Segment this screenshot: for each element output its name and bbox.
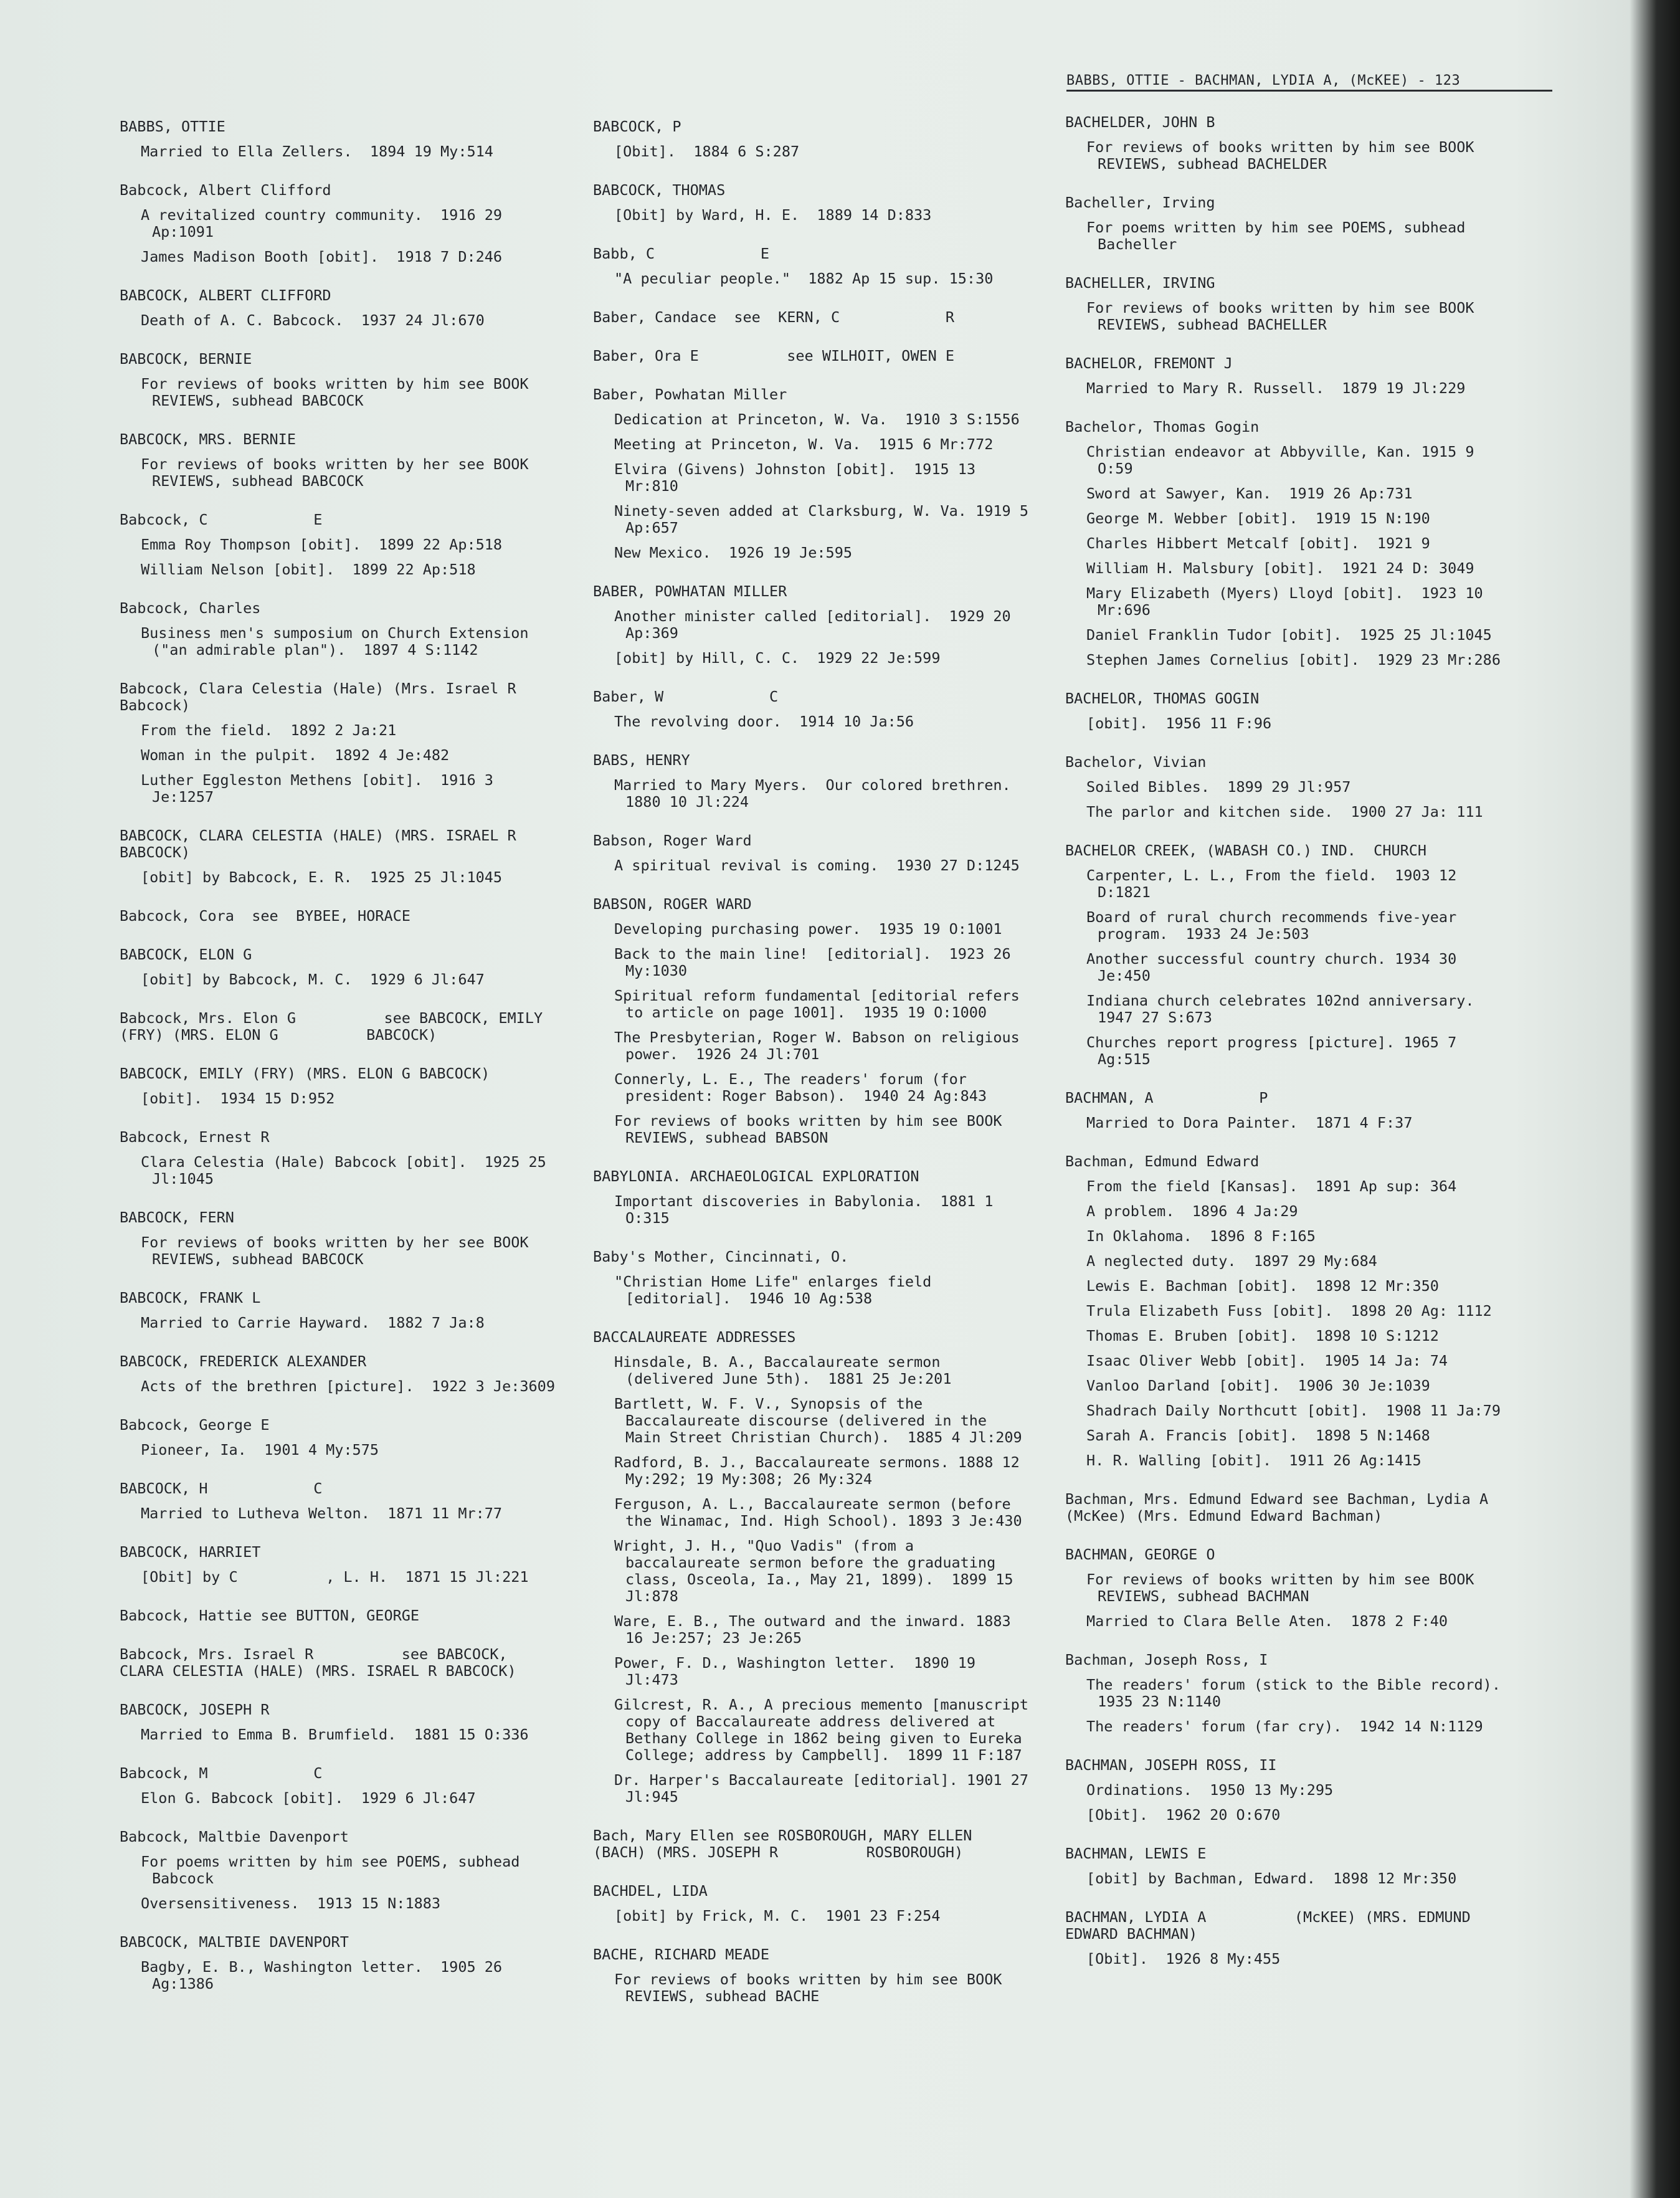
entry-citation: Indiana church celebrates 102nd anniversary. 1947 27 S:673 — [1086, 992, 1492, 1026]
entry-citation: Woman in the pulpit. 1892 4 Je:482 — [141, 746, 450, 764]
entry-heading: BABBS, OTTIE — [120, 118, 225, 135]
entry-citation: [Obit]. 1884 6 S:287 — [614, 143, 800, 160]
entry-heading: BACHELOR, FREMONT J — [1065, 354, 1233, 372]
entry-citation: Death of A. C. Babcock. 1937 24 Jl:670 — [141, 312, 485, 329]
entry-heading: Baber, Candace see KERN, C R — [593, 308, 955, 326]
entry-heading: Babson, Roger Ward — [593, 832, 752, 849]
entry-citation: Ferguson, A. L., Baccalaureate sermon (before the Winamac, Ind. High School). 1893 3 Je:430 — [614, 1495, 1022, 1530]
index-entry — [120, 351, 556, 409]
entry-citation: [obit] by Babcock, M. C. 1929 6 Jl:647 — [141, 971, 485, 988]
entry-citation: For poems written by him see POEMS, subhead Bacheller — [1086, 219, 1474, 253]
entry-citation: Thomas E. Bruben [obit]. 1898 10 S:1212 — [1086, 1327, 1439, 1344]
entry-heading: Babcock, C E — [120, 511, 323, 528]
index-entry — [120, 1934, 556, 1992]
index-entry — [120, 1010, 556, 1044]
entry-citation: For reviews of books written by him see BOOK REVIEWS, subhead BABCOCK — [141, 375, 538, 409]
entry-citation: Dedication at Princeton, W. Va. 1910 3 S:1556 — [614, 411, 1020, 428]
entry-heading: BABSON, ROGER WARD — [593, 895, 752, 913]
entry-heading: Bacheller, Irving — [1065, 194, 1215, 211]
entry-heading: Bachman, Joseph Ross, I — [1065, 1651, 1268, 1668]
entry-citation: Bagby, E. B., Washington letter. 1905 26 Ag:1386 — [141, 1958, 511, 1992]
entry-citation: Important discoveries in Babylonia. 1881 1 O:315 — [614, 1192, 1002, 1227]
entry-citation: Acts of the brethren [picture]. 1922 3 Je:3609 — [141, 1377, 555, 1395]
index-entry — [593, 118, 1029, 160]
entry-citation: Married to Carrie Hayward. 1882 7 Ja:8 — [141, 1314, 485, 1331]
entry-heading: BABCOCK, FREDERICK ALEXANDER — [120, 1353, 367, 1370]
entry-citation: [obit] by Frick, M. C. 1901 23 F:254 — [614, 1907, 941, 1924]
entry-heading: Babcock, Mrs. Elon G see BABCOCK, EMILY (FRY) (MRS. ELON G BABCOCK) — [120, 1009, 552, 1044]
index-entry — [120, 908, 556, 925]
entry-heading: BABCOCK, EMILY (FRY) (MRS. ELON G BABCOCK) — [120, 1065, 490, 1082]
index-entry — [120, 827, 605, 886]
index-entry — [593, 1249, 1029, 1307]
entry-citation: Married to Mary Myers. Our colored brethren. 1880 10 Jl:224 — [614, 776, 1028, 811]
entry-citation: From the field. 1892 2 Ja:21 — [141, 721, 397, 739]
index-entry — [120, 1417, 556, 1458]
entry-heading: Babcock, Albert Clifford — [120, 181, 331, 199]
entry-citation: Hinsdale, B. A., Baccalaureate sermon (delivered June 5th). 1881 25 Je:201 — [614, 1353, 952, 1387]
entry-heading: Babcock, Maltbie Davenport — [120, 1828, 349, 1845]
entry-citation: Developing purchasing power. 1935 19 O:1001 — [614, 920, 1002, 938]
index-entry — [593, 309, 1029, 326]
entry-citation: For reviews of books written by him see BOOK REVIEWS, subhead BABSON — [614, 1112, 1011, 1146]
index-entry — [120, 1209, 556, 1268]
index-entry — [120, 1480, 556, 1522]
entry-citation: For reviews of books written by him see BOOK REVIEWS, subhead BACHE — [614, 1971, 1011, 2005]
entry-citation: [obit]. 1956 11 F:96 — [1086, 715, 1272, 732]
index-entry — [593, 348, 1029, 364]
index-entry — [1065, 690, 1501, 732]
entry-heading: BABS, HENRY — [593, 751, 690, 769]
entry-citation: Ninety-seven added at Clarksburg, W. Va. 1919 5 Ap:657 — [614, 502, 1038, 536]
entry-citation: William Nelson [obit]. 1899 22 Ap:518 — [141, 561, 476, 578]
entry-citation: Emma Roy Thompson [obit]. 1899 22 Ap:518 — [141, 536, 503, 553]
index-entry — [1065, 114, 1501, 173]
entry-citation: For poems written by him see POEMS, subhead Babcock — [141, 1853, 529, 1887]
entry-citation: For reviews of books written by him see BOOK REVIEWS, subhead BACHELLER — [1086, 299, 1483, 333]
entry-citation: Shadrach Daily Northcutt [obit]. 1908 11 Ja:79 — [1086, 1402, 1501, 1419]
index-entry — [593, 1827, 1029, 1861]
entry-citation: Sword at Sawyer, Kan. 1919 26 Ap:731 — [1086, 485, 1413, 502]
index-entry — [120, 511, 556, 578]
entry-citation: The parlor and kitchen side. 1900 27 Ja: 111 — [1086, 803, 1483, 821]
index-entry — [1065, 1546, 1501, 1630]
entry-citation: [obit]. 1934 15 D:952 — [141, 1090, 335, 1107]
entry-citation: Bartlett, W. F. V., Synopsis of the Baccalaureate discourse (delivered in the Main Street Christian Church). 1885 4 Jl:209 — [614, 1395, 1022, 1446]
index-entry — [593, 1168, 1029, 1227]
entry-citation: [Obit]. 1962 20 O:670 — [1086, 1806, 1281, 1824]
entry-heading: Babcock, Hattie see BUTTON, GEORGE — [120, 1607, 420, 1624]
index-entry — [120, 287, 556, 329]
entry-citation: A spiritual revival is coming. 1930 27 D:1245 — [614, 857, 1020, 874]
index-entry — [1065, 355, 1501, 397]
index-entry — [593, 752, 1029, 811]
entry-citation: Soiled Bibles. 1899 29 Jl:957 — [1086, 778, 1351, 796]
entry-citation: Vanloo Darland [obit]. 1906 30 Je:1039 — [1086, 1377, 1430, 1394]
entry-citation: James Madison Booth [obit]. 1918 7 D:246 — [141, 248, 503, 265]
entry-citation: Married to Emma B. Brumfield. 1881 15 O:336 — [141, 1726, 529, 1743]
entry-citation: Ordinations. 1950 13 My:295 — [1086, 1781, 1334, 1799]
entry-heading: BACHDEL, LIDA — [593, 1882, 708, 1900]
column-3 — [1065, 113, 1577, 1989]
index-entry — [120, 1607, 556, 1624]
entry-heading: Baber, Ora E see WILHOIT, OWEN E — [593, 347, 955, 364]
entry-heading: BABCOCK, MALTBIE DAVENPORT — [120, 1933, 349, 1951]
index-entry — [1065, 1153, 1501, 1469]
entry-heading: Babcock, Clara Celestia (Hale) (Mrs. Israel R Babcock) — [120, 680, 605, 714]
entry-citation: [obit] by Hill, C. C. 1929 22 Je:599 — [614, 649, 941, 667]
entry-citation: Board of rural church recommends five-year program. 1933 24 Je:503 — [1086, 908, 1466, 943]
entry-citation: Isaac Oliver Webb [obit]. 1905 14 Ja: 74 — [1086, 1352, 1448, 1369]
entry-heading: Babcock, Mrs. Israel R see BABCOCK, CLARA CELESTIA (HALE) (MRS. ISRAEL R BABCOCK) — [120, 1645, 516, 1680]
entry-heading: Baby's Mother, Cincinnati, O. — [593, 1248, 849, 1265]
index-entry — [1065, 1490, 1577, 1525]
entry-citation: H. R. Walling [obit]. 1911 26 Ag:1415 — [1086, 1452, 1421, 1469]
entry-citation: Churches report progress [picture]. 1965 7 Ag:515 — [1086, 1034, 1466, 1068]
entry-citation: Back to the main line! [editorial]. 1923 26 My:1030 — [614, 945, 1020, 979]
entry-citation: The readers' forum (stick to the Bible record). 1935 23 N:1140 — [1086, 1676, 1519, 1710]
entry-citation: Power, F. D., Washington letter. 1890 19 Jl:473 — [614, 1654, 985, 1688]
entry-heading: BABCOCK, FRANK L — [120, 1289, 261, 1306]
index-entry — [1065, 754, 1501, 821]
index-entry — [120, 1646, 556, 1680]
entry-citation: Married to Dora Painter. 1871 4 F:37 — [1086, 1114, 1413, 1131]
index-entry — [120, 1701, 556, 1743]
entry-citation: Meeting at Princeton, W. Va. 1915 6 Mr:772 — [614, 435, 994, 453]
entry-citation: Mary Elizabeth (Myers) Lloyd [obit]. 1923 10 Mr:696 — [1086, 584, 1492, 619]
entry-citation: George M. Webber [obit]. 1919 15 N:190 — [1086, 510, 1430, 527]
index-entry — [593, 182, 1029, 224]
entry-heading: Bachman, Mrs. Edmund Edward see Bachman, Lydia A (McKee) (Mrs. Edmund Edward Bachman) — [1065, 1490, 1577, 1525]
entry-citation: [Obit] by C , L. H. 1871 15 Jl:221 — [141, 1568, 529, 1586]
entry-citation: Connerly, L. E., The readers' forum (for president: Roger Babson). 1940 24 Ag:843 — [614, 1070, 987, 1105]
entry-heading: Bachman, Edmund Edward — [1065, 1153, 1260, 1170]
index-entry — [593, 386, 1038, 561]
entry-citation: Married to Lutheva Welton. 1871 11 Mr:77 — [141, 1505, 503, 1522]
entry-citation: A neglected duty. 1897 29 My:684 — [1086, 1252, 1377, 1270]
index-entry — [120, 946, 556, 988]
entry-citation: Business men's sumposium on Church Extension ("an admirable plan"). 1897 4 S:1142 — [141, 624, 538, 659]
entry-citation: For reviews of books written by her see BOOK REVIEWS, subhead BABCOCK — [141, 1234, 538, 1268]
entry-citation: Married to Mary R. Russell. 1879 19 Jl:229 — [1086, 379, 1466, 397]
entry-citation: [obit] by Babcock, E. R. 1925 25 Jl:1045 — [141, 868, 503, 886]
entry-heading: BACHMAN, JOSEPH ROSS, II — [1065, 1756, 1277, 1774]
index-entry — [1065, 1845, 1501, 1887]
index-entry — [593, 245, 1029, 287]
entry-citation: For reviews of books written by him see BOOK REVIEWS, subhead BACHELDER — [1086, 138, 1483, 173]
entry-heading: BACHMAN, GEORGE O — [1065, 1546, 1215, 1563]
entry-heading: Baber, W C — [593, 688, 779, 705]
entry-citation: From the field [Kansas]. 1891 Ap sup: 364 — [1086, 1178, 1457, 1195]
entry-citation: Carpenter, L. L., From the field. 1903 12 D:1821 — [1086, 867, 1466, 901]
entry-citation: Pioneer, Ia. 1901 4 My:575 — [141, 1441, 379, 1458]
index-entry — [593, 832, 1029, 874]
entry-heading: BACHMAN, LYDIA A (McKEE) (MRS. EDMUND EDWARD BACHMAN) — [1065, 1908, 1479, 1943]
entry-citation: Clara Celestia (Hale) Babcock [obit]. 1925 25 Jl:1045 — [141, 1153, 555, 1187]
entry-heading: BABCOCK, ALBERT CLIFFORD — [120, 287, 331, 304]
entry-heading: BACHELOR CREEK, (WABASH CO.) IND. CHURCH — [1065, 842, 1427, 859]
entry-heading: Babcock, Ernest R — [120, 1128, 270, 1146]
entry-citation: [obit] by Bachman, Edward. 1898 12 Mr:350 — [1086, 1870, 1457, 1887]
entry-citation: Trula Elizabeth Fuss [obit]. 1898 20 Ag: 1112 — [1086, 1302, 1492, 1320]
index-entry — [1065, 194, 1501, 253]
entry-citation: Wright, J. H., "Quo Vadis" (from a baccalaureate sermon before the graduating class, Osceola, Ia., May 21, 1899). 1899 15 Jl:878 — [614, 1537, 1022, 1605]
entry-heading: Babcock, M C — [120, 1764, 323, 1782]
entry-citation: For reviews of books written by him see BOOK REVIEWS, subhead BACHMAN — [1086, 1571, 1483, 1605]
entry-heading: BACHELDER, JOHN B — [1065, 113, 1215, 131]
index-entry — [1065, 419, 1501, 668]
entry-heading: BABYLONIA. ARCHAEOLOGICAL EXPLORATION — [593, 1168, 919, 1185]
entry-citation: Stephen James Cornelius [obit]. 1929 23 Mr:286 — [1086, 651, 1501, 668]
entry-citation: Charles Hibbert Metcalf [obit]. 1921 9 — [1086, 535, 1430, 552]
index-entry — [1065, 1909, 1501, 1967]
entry-citation: Radford, B. J., Baccalaureate sermons. 1888 12 My:292; 19 My:308; 26 My:324 — [614, 1453, 1028, 1488]
index-entry — [1065, 1090, 1501, 1131]
index-entry — [120, 1065, 556, 1107]
entry-citation: Elon G. Babcock [obit]. 1929 6 Jl:647 — [141, 1789, 476, 1807]
entry-citation: Another minister called [editorial]. 1929 20 Ap:369 — [614, 607, 1020, 642]
entry-citation: Married to Ella Zellers. 1894 19 My:514 — [141, 143, 493, 160]
entry-citation: Oversensitiveness. 1913 15 N:1883 — [141, 1895, 441, 1912]
entry-citation: The revolving door. 1914 10 Ja:56 — [614, 713, 914, 730]
entry-citation: Lewis E. Bachman [obit]. 1898 12 Mr:350 — [1086, 1277, 1439, 1295]
entry-citation: Daniel Franklin Tudor [obit]. 1925 25 Jl:1045 — [1086, 626, 1492, 644]
index-entry — [1065, 275, 1501, 333]
entry-citation: "Christian Home Life" enlarges field [editorial]. 1946 10 Ag:538 — [614, 1273, 941, 1307]
entry-heading: Babb, C E — [593, 245, 769, 262]
index-entry — [120, 1353, 556, 1395]
index-entry — [593, 1883, 1029, 1924]
entry-heading: BABCOCK, MRS. BERNIE — [120, 431, 296, 448]
entry-heading: BABCOCK, THOMAS — [593, 181, 726, 199]
entry-citation: Spiritual reform fundamental [editorial refers to article on page 1001]. 1935 19 O:1000 — [614, 987, 1028, 1021]
entry-citation: Another successful country church. 1934 30 Je:450 — [1086, 950, 1466, 984]
entry-heading: Bachelor, Thomas Gogin — [1065, 418, 1260, 435]
index-entry — [120, 1544, 556, 1586]
entry-heading: BABCOCK, HARRIET — [120, 1543, 261, 1561]
index-entry — [120, 182, 556, 265]
index-entry — [120, 118, 556, 160]
entry-citation: Gilcrest, R. A., A precious memento [manuscript copy of Baccalaureate address delivered at Bethany College in 1862 being given to Eureka College; address by Campbell]. 1899 11 F:187 — [614, 1696, 1038, 1764]
index-entry — [1065, 1651, 1519, 1735]
entry-heading: BABCOCK, JOSEPH R — [120, 1701, 270, 1718]
entry-heading: BACHELLER, IRVING — [1065, 274, 1215, 292]
entry-citation: "A peculiar people." 1882 Ap 15 sup. 15:30 — [614, 270, 994, 287]
index-entry — [120, 1129, 556, 1187]
entry-citation: New Mexico. 1926 19 Je:595 — [614, 544, 853, 561]
entry-heading: BABER, POWHATAN MILLER — [593, 583, 787, 600]
entry-heading: BABCOCK, FERN — [120, 1209, 234, 1226]
index-entry — [1065, 1757, 1501, 1824]
index-entry — [120, 600, 556, 659]
index-entry — [120, 680, 605, 806]
entry-citation: In Oklahoma. 1896 8 F:165 — [1086, 1227, 1316, 1245]
entry-heading: Bachelor, Vivian — [1065, 753, 1207, 771]
index-entry — [593, 1946, 1029, 2005]
entry-heading: Babcock, Charles — [120, 599, 261, 617]
entry-heading: BACHELOR, THOMAS GOGIN — [1065, 690, 1260, 707]
entry-heading: BACCALAUREATE ADDRESSES — [593, 1328, 796, 1346]
index-entry — [593, 896, 1029, 1146]
index-entry — [1065, 842, 1501, 1068]
column-1 — [120, 118, 605, 2014]
index-entry — [120, 1290, 556, 1331]
entry-heading: BABCOCK, CLARA CELESTIA (HALE) (MRS. ISRAEL R BABCOCK) — [120, 827, 605, 861]
column-2 — [593, 118, 1038, 2027]
entry-citation: Luther Eggleston Methens [obit]. 1916 3 Je:1257 — [141, 771, 503, 806]
entry-heading: BACHMAN, A P — [1065, 1089, 1268, 1106]
entry-heading: BABCOCK, H C — [120, 1480, 323, 1497]
index-entry — [593, 1328, 1038, 1806]
entry-heading: Bach, Mary Ellen see ROSBOROUGH, MARY ELLEN (BACH) (MRS. JOSEPH R ROSBOROUGH) — [593, 1827, 981, 1861]
entry-citation: A revitalized country community. 1916 29 Ap:1091 — [141, 206, 511, 240]
index-entry — [593, 583, 1029, 667]
index-entry — [120, 1829, 556, 1912]
entry-heading: Baber, Powhatan Miller — [593, 386, 787, 403]
index-entry — [120, 1765, 556, 1807]
entry-citation: The Presbyterian, Roger W. Babson on religious power. 1926 24 Jl:701 — [614, 1029, 1028, 1063]
entry-citation: Ware, E. B., The outward and the inward. 1883 16 Je:257; 23 Je:265 — [614, 1612, 1020, 1647]
entry-citation: Christian endeavor at Abbyville, Kan. 1915 9 O:59 — [1086, 443, 1483, 477]
entry-citation: Married to Clara Belle Aten. 1878 2 F:40 — [1086, 1612, 1448, 1630]
entry-citation: Dr. Harper's Baccalaureate [editorial]. 1901 27 Jl:945 — [614, 1771, 1038, 1806]
entry-citation: For reviews of books written by her see BOOK REVIEWS, subhead BABCOCK — [141, 455, 538, 490]
entry-citation: Elvira (Givens) Johnston [obit]. 1915 13 Mr:810 — [614, 460, 985, 495]
entry-citation: The readers' forum (far cry). 1942 14 N:1129 — [1086, 1718, 1483, 1735]
entry-heading: Babcock, George E — [120, 1416, 270, 1434]
entry-citation: [Obit] by Ward, H. E. 1889 14 D:833 — [614, 206, 932, 224]
entry-citation: A problem. 1896 4 Ja:29 — [1086, 1202, 1298, 1220]
entry-citation: [Obit]. 1926 8 My:455 — [1086, 1950, 1281, 1967]
running-header: BABBS, OTTIE - BACHMAN, LYDIA A, (McKEE) - 123 — [1066, 73, 1552, 92]
entry-heading: BACHE, RICHARD MEADE — [593, 1946, 769, 1963]
index-entry — [120, 431, 556, 490]
entry-heading: Babcock, Cora see BYBEE, HORACE — [120, 907, 411, 925]
entry-heading: BABCOCK, P — [593, 118, 681, 135]
entry-citation: Sarah A. Francis [obit]. 1898 5 N:1468 — [1086, 1427, 1430, 1444]
entry-citation: William H. Malsbury [obit]. 1921 24 D: 3049 — [1086, 559, 1474, 577]
entry-heading: BABCOCK, BERNIE — [120, 350, 252, 368]
entry-heading: BABCOCK, ELON G — [120, 946, 252, 963]
index-entry — [593, 688, 1029, 730]
entry-heading: BACHMAN, LEWIS E — [1065, 1845, 1207, 1862]
